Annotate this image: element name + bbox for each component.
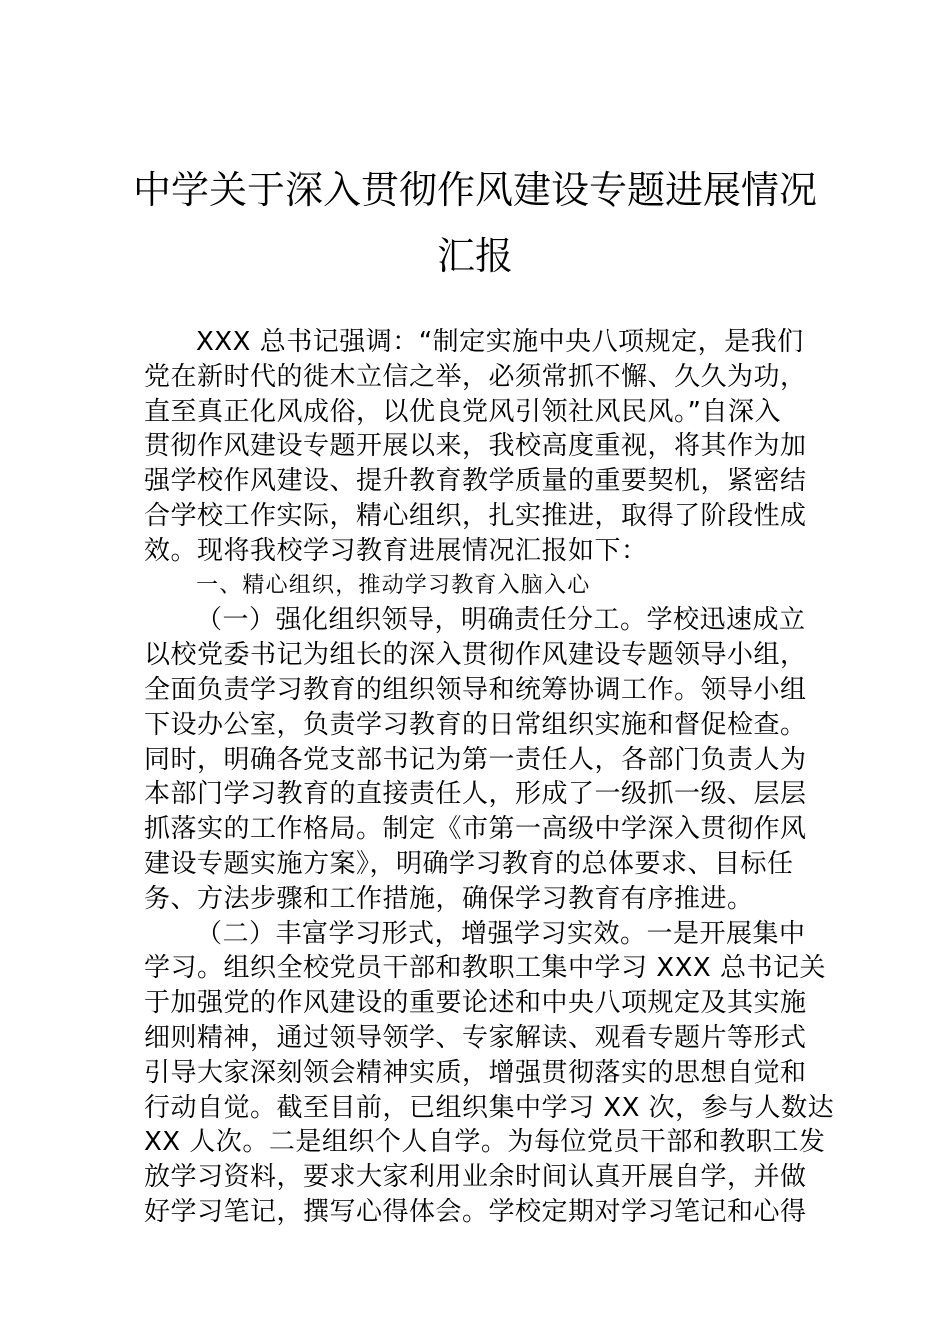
document-title-line-2: 汇报 <box>436 234 513 278</box>
paragraph-line: 行动自觉。截至目前，已组织集中学习 XX 次，参与人数达 <box>144 1092 835 1123</box>
paragraph-line: 抓落实的工作格局。制定《市第一高级中学深入贯彻作风 <box>144 814 807 845</box>
paragraph-line: （二）丰富学习形式，增强学习实效。一是开展集中 <box>196 918 806 949</box>
document-title-line-1: 中学关于深入贯彻作风建设专题进展情况 <box>132 168 817 212</box>
document-body <box>144 325 835 1230</box>
paragraph-line: 好学习笔记，撰写心得体会。学校定期对学习笔记和心得 <box>144 1196 807 1227</box>
paragraph-line: XX 人次。二是组织个人自学。为每位党员干部和教职工发 <box>144 1127 826 1158</box>
paragraph-line: XXX 总书记强调：“制定实施中央八项规定，是我们 <box>196 327 804 357</box>
paragraph-line: 于加强党的作风建设的重要论述和中央八项规定及其实施 <box>144 988 807 1019</box>
paragraph-line: 以校党委书记为组长的深入贯彻作风建设专题领导小组， <box>144 640 807 671</box>
paragraph-line: 细则精神，通过领导领学、专家解读、观看专题片等形式 <box>144 1022 807 1053</box>
paragraph-line: 下设办公室，负责学习教育的日常组织实施和督促检查。 <box>144 709 807 740</box>
paragraph-line: 全面负责学习教育的组织领导和统筹协调工作。领导小组 <box>144 674 807 705</box>
paragraph-line: 放学习资料，要求大家利用业余时间认真开展自学，并做 <box>144 1162 807 1193</box>
paragraph-line: 党在新时代的徙木立信之举，必须常抓不懈、久久为功， <box>144 361 807 392</box>
paragraph-line: 本部门学习教育的直接责任人，形成了一级抓一级、层层 <box>144 779 807 810</box>
paragraph-line: 贯彻作风建设专题开展以来，我校高度重视，将其作为加 <box>144 431 807 462</box>
section-heading: 一、精心组织，推动学习教育入脑入心 <box>196 572 591 598</box>
paragraph-line: 同时，明确各党支部书记为第一责任人，各部门负责人为 <box>144 744 807 775</box>
paragraph-line: 效。现将我校学习教育进展情况汇报如下： <box>144 535 648 566</box>
paragraph-line: 直至真正化风成俗，以优良党风引领社风民风。”自深入 <box>144 396 781 427</box>
paragraph-line: 务、方法步骤和工作措施，确保学习教育有序推进。 <box>144 883 754 914</box>
paragraph-line: 学习。组织全校党员干部和教职工集中学习 XXX 总书记关 <box>144 953 826 984</box>
paragraph-line: 强学校作风建设、提升教育教学质量的重要契机，紧密结 <box>144 466 807 497</box>
paragraph-line: 引导大家深刻领会精神实质，增强贯彻落实的思想自觉和 <box>144 1057 807 1088</box>
paragraph-line: 建设专题实施方案》，明确学习教育的总体要求、目标任 <box>144 848 794 879</box>
paragraph-line: （一）强化组织领导，明确责任分工。学校迅速成立 <box>196 605 806 636</box>
paragraph-line: 合学校工作实际，精心组织，扎实推进，取得了阶段性成 <box>144 500 807 531</box>
